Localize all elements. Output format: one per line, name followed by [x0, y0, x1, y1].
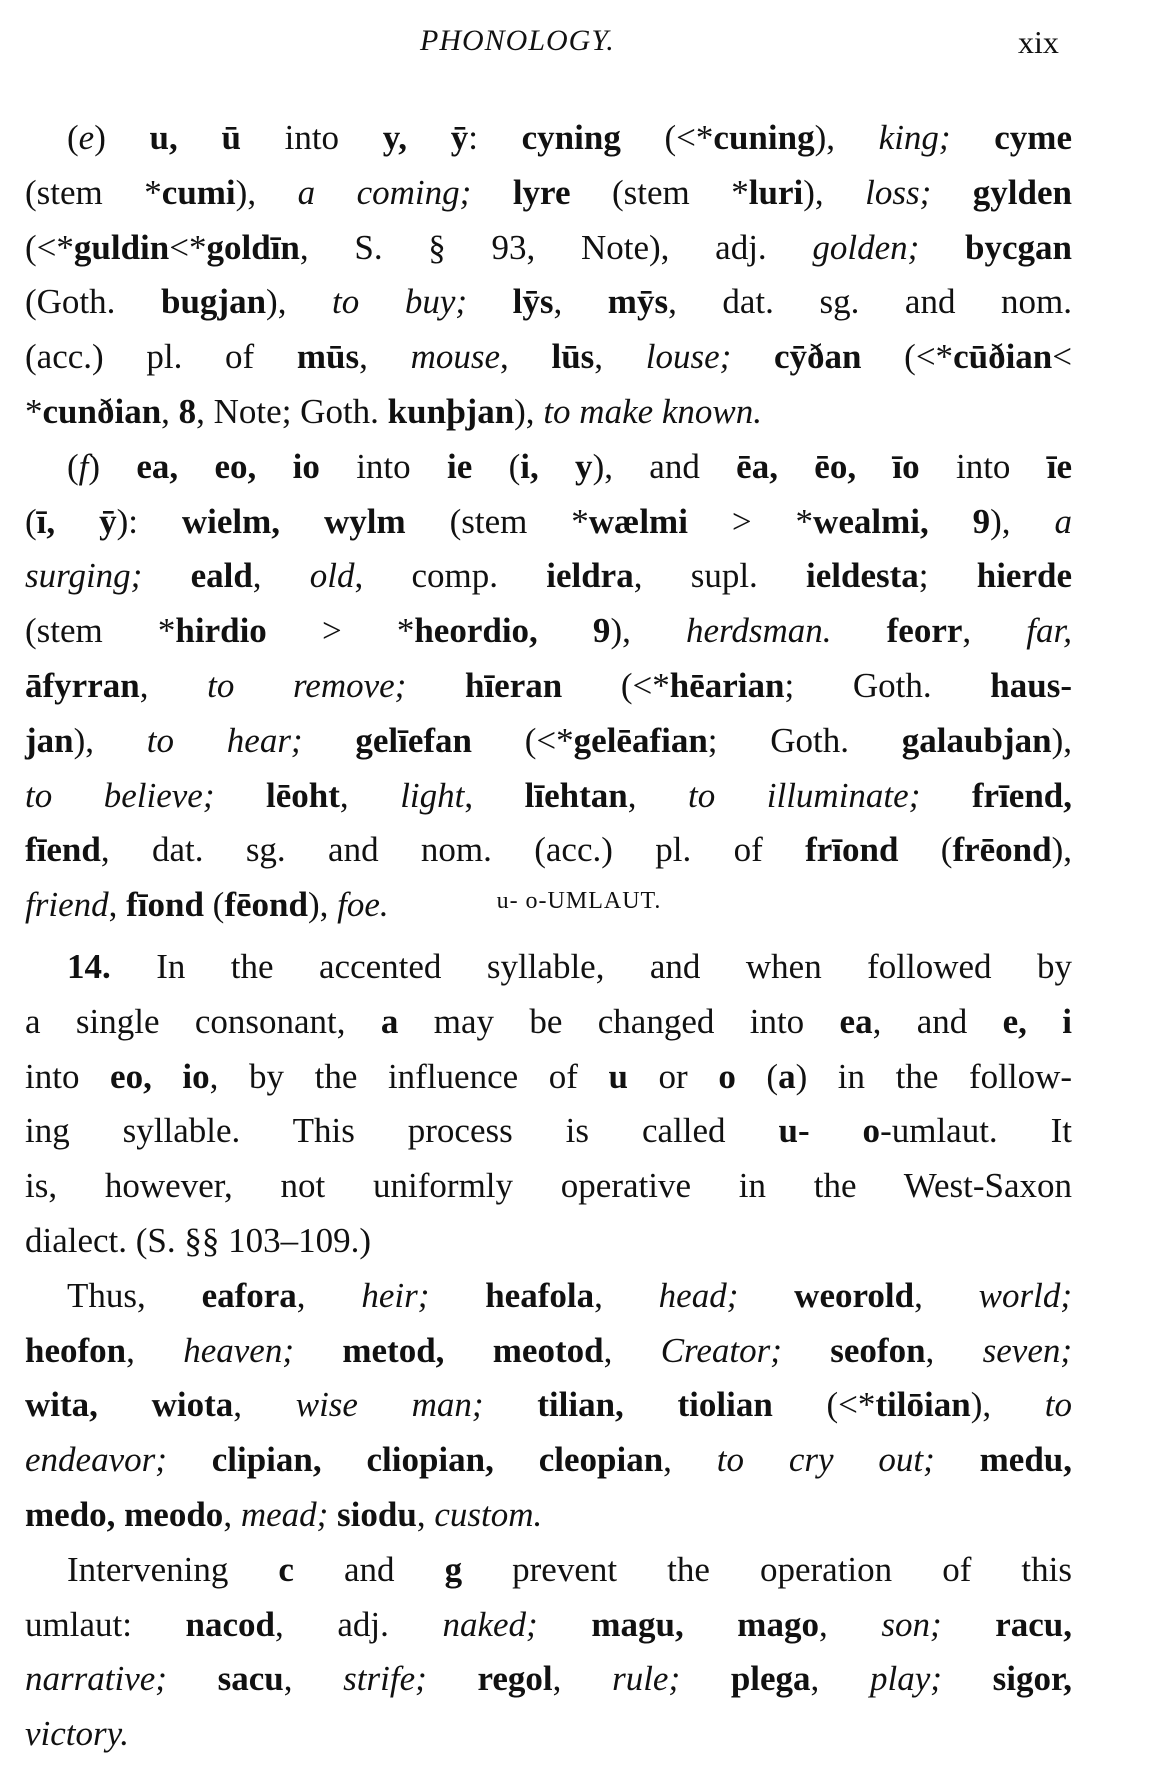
- bold-term: hirdio: [175, 611, 267, 651]
- text-run: (: [472, 446, 521, 486]
- italic-gloss: far,: [1026, 611, 1072, 651]
- text-run: umlaut:: [25, 1604, 186, 1644]
- bold-term: wealmi, 9: [813, 501, 991, 541]
- bold-term: o: [718, 1056, 736, 1096]
- text-line: [25, 1543, 1072, 1598]
- text-run: ,: [139, 665, 208, 705]
- text-run: ),: [235, 172, 298, 212]
- text-line: [25, 1214, 1072, 1269]
- bold-term: medo, meodo: [25, 1494, 224, 1534]
- bold-term: āfyrran: [25, 665, 140, 705]
- bold-term: clipian, cliopian, cleopian: [211, 1440, 664, 1480]
- bold-term: cyme: [994, 118, 1072, 157]
- italic-gloss: louse;: [645, 337, 774, 377]
- bold-term: fēond: [224, 885, 308, 925]
- italic-gloss: to make known.: [543, 391, 763, 431]
- text-run: into: [240, 118, 383, 157]
- text-line: [25, 495, 1072, 550]
- text-run: ,: [283, 1659, 344, 1699]
- text-run: (<*: [472, 720, 574, 760]
- text-line: [25, 330, 1072, 385]
- text-run: ing syllable. This process is called: [25, 1111, 779, 1151]
- bold-term: hierde: [976, 556, 1072, 596]
- text-run: Intervening: [67, 1549, 279, 1589]
- text-run: , Note; Goth.: [196, 391, 388, 431]
- bold-term: bycgan: [965, 227, 1072, 267]
- text-run: In the accented syllable, and when followed by: [110, 947, 1072, 986]
- text-run: or: [627, 1056, 719, 1096]
- bold-term: eo, io: [110, 1056, 210, 1096]
- bold-term: eafora: [201, 1275, 297, 1315]
- bold-term: ea, eo, io: [136, 446, 320, 486]
- text-run: ,: [594, 1275, 659, 1315]
- text-line: [25, 659, 1072, 714]
- text-run: , dat. sg. and nom. (acc.) pl. of: [100, 830, 806, 870]
- bold-term: galaubjan: [901, 720, 1052, 760]
- italic-gloss: play;: [869, 1659, 993, 1699]
- bold-term: cȳðan: [773, 337, 862, 377]
- bold-term: eald: [190, 556, 253, 596]
- bold-term: heofon: [25, 1330, 127, 1370]
- bold-term: līehtan: [524, 775, 628, 815]
- text-run: (Goth.: [25, 282, 161, 322]
- italic-gloss: world;: [978, 1275, 1072, 1315]
- italic-gloss: to remove;: [207, 665, 465, 705]
- text-run: ),: [307, 885, 338, 925]
- text-line: [25, 823, 1072, 878]
- bold-term: ie: [446, 446, 473, 486]
- italic-gloss: f: [78, 446, 89, 486]
- text-run: ,: [252, 556, 310, 596]
- bold-term: a: [380, 1001, 399, 1041]
- text-run: and: [293, 1549, 445, 1589]
- bold-term: ī, ȳ: [36, 501, 117, 541]
- italic-gloss: to illuminate;: [688, 775, 972, 815]
- italic-gloss: seven;: [982, 1330, 1073, 1370]
- text-line: [25, 166, 1072, 221]
- italic-gloss: a coming;: [297, 172, 513, 212]
- italic-gloss: strife;: [343, 1659, 478, 1699]
- bold-term: mȳs: [607, 282, 669, 322]
- text-run: ,: [416, 1494, 435, 1534]
- bold-term: gylden: [972, 172, 1072, 212]
- bold-term: g: [444, 1549, 463, 1589]
- bold-term: regol: [477, 1659, 553, 1699]
- text-run: ,: [553, 282, 608, 322]
- bold-term: nacod: [185, 1604, 276, 1644]
- bold-term: frīend,: [971, 775, 1073, 815]
- text-run: ),: [73, 720, 147, 760]
- text-run: *: [25, 391, 43, 431]
- text-run: ,: [603, 1330, 661, 1370]
- bold-term: u, ū: [149, 118, 241, 157]
- bold-term: racu,: [995, 1604, 1073, 1644]
- text-run: (<*: [562, 665, 670, 705]
- text-run: ),: [1051, 720, 1072, 760]
- bold-term: i, y: [520, 446, 593, 486]
- bold-term: fīend: [25, 830, 101, 870]
- text-run: ,: [296, 1275, 362, 1315]
- text-run: (: [25, 501, 37, 541]
- text-run: ,: [126, 1330, 184, 1370]
- text-line: [25, 604, 1072, 659]
- text-run: (<*: [620, 118, 714, 157]
- bold-term: frīond: [805, 830, 899, 870]
- text-run: ) in the follow-: [795, 1056, 1073, 1096]
- bold-term: cūðian: [953, 337, 1053, 377]
- italic-gloss: friend: [25, 885, 109, 925]
- bold-term: tilōian: [875, 1385, 971, 1425]
- bold-term: u- o: [778, 1111, 881, 1151]
- bold-term: e, i: [1002, 1001, 1072, 1041]
- text-run: (stem *: [405, 501, 589, 541]
- text-line: [25, 111, 1072, 166]
- text-run: ),: [814, 118, 879, 157]
- text-run: prevent the operation of this: [462, 1549, 1072, 1589]
- text-run: :: [468, 118, 522, 157]
- italic-gloss: heir;: [361, 1275, 486, 1315]
- italic-gloss: to believe;: [25, 775, 267, 815]
- text-run: , comp.: [354, 556, 547, 596]
- text-line: [25, 1104, 1072, 1159]
- text-run: dialect. (S. §§ 103–109.): [25, 1220, 372, 1260]
- text-line: [25, 1324, 1072, 1379]
- text-run: (: [735, 1056, 779, 1096]
- italic-gloss: old: [309, 556, 355, 596]
- bold-term: wita, wiota: [25, 1385, 234, 1425]
- text-run: > *: [266, 611, 415, 651]
- bold-term: īe: [1046, 446, 1073, 486]
- italic-gloss: narrative;: [25, 1659, 218, 1699]
- text-run: (: [898, 830, 953, 870]
- text-run: ,: [161, 391, 179, 431]
- bold-term: seofon: [830, 1330, 926, 1370]
- italic-gloss: naked;: [442, 1604, 592, 1644]
- text-run: ): [94, 118, 150, 157]
- text-run: -umlaut. It: [880, 1111, 1073, 1151]
- text-run: into: [319, 446, 447, 486]
- text-run: , dat. sg. and nom.: [668, 282, 1073, 322]
- bold-term: luri: [748, 172, 804, 212]
- page-number: xix: [1018, 24, 1059, 60]
- text-run: ,: [223, 1494, 241, 1534]
- text-run: ; Goth.: [707, 720, 902, 760]
- bold-term: feorr: [886, 611, 963, 651]
- bold-term: ieldra: [546, 556, 634, 596]
- running-title: PHONOLOGY.: [420, 24, 615, 57]
- italic-gloss: head;: [658, 1275, 795, 1315]
- text-run: (stem *: [570, 172, 749, 212]
- text-run: , adj.: [275, 1604, 443, 1644]
- bold-term: fīond: [126, 885, 204, 925]
- text-run: ), and: [592, 446, 737, 486]
- paragraph-block-u-o-umlaut: [25, 940, 1072, 1762]
- bold-term: guldin: [73, 227, 170, 267]
- italic-gloss: light: [400, 775, 465, 815]
- text-run: ,: [818, 1604, 882, 1644]
- bold-term: cumi: [161, 172, 236, 212]
- bold-term: wielm, wylm: [181, 501, 406, 541]
- text-run: ,: [914, 1275, 979, 1315]
- bold-term: heordio, 9: [414, 611, 611, 651]
- bold-term: cuning: [713, 118, 815, 157]
- text-run: (: [203, 885, 225, 925]
- text-line: [25, 1652, 1072, 1707]
- bold-term: bugjan: [160, 282, 267, 322]
- italic-gloss: to hear;: [146, 720, 356, 760]
- text-run: ,: [500, 337, 552, 377]
- italic-gloss: victory.: [25, 1714, 129, 1754]
- text-run: ):: [116, 501, 182, 541]
- text-run: <*: [169, 227, 207, 267]
- text-line: [25, 769, 1072, 824]
- italic-gloss: golden;: [812, 227, 966, 267]
- text-run: ),: [970, 1385, 1045, 1425]
- bold-term: medu,: [979, 1440, 1073, 1480]
- text-run: (<*: [772, 1385, 876, 1425]
- text-run: (: [67, 118, 79, 157]
- text-run: Thus,: [67, 1275, 202, 1315]
- text-run: , and: [872, 1001, 1003, 1041]
- bold-term: lyre: [512, 172, 571, 212]
- bold-term: wælmi: [588, 501, 688, 541]
- bold-term: magu, mago: [591, 1604, 819, 1644]
- text-run: ),: [266, 282, 333, 322]
- italic-gloss: to buy;: [332, 282, 513, 322]
- bold-term: 8: [178, 391, 197, 431]
- bold-term: hēarian: [669, 665, 785, 705]
- bold-term: gelīefan: [355, 720, 472, 760]
- text-run: ,: [339, 775, 401, 815]
- text-line: [25, 1378, 1072, 1433]
- text-run: ,: [552, 1659, 613, 1699]
- bold-term: lūs: [551, 337, 595, 377]
- text-run: ,: [663, 1440, 717, 1480]
- text-run: , supl.: [633, 556, 807, 596]
- text-run: (<*: [861, 337, 954, 377]
- italic-gloss: custom.: [434, 1494, 543, 1534]
- bold-term: heafola: [485, 1275, 595, 1315]
- bold-term: jan: [25, 720, 74, 760]
- bold-term: lȳs: [512, 282, 554, 322]
- text-run: ;: [918, 556, 977, 596]
- bold-term: hīeran: [464, 665, 563, 705]
- bold-term: frēond: [952, 830, 1052, 870]
- bold-term: cunðian: [42, 391, 162, 431]
- text-run: > *: [687, 501, 814, 541]
- italic-gloss: herdsman.: [685, 611, 887, 651]
- bold-term: ēa, ēo, īo: [736, 446, 920, 486]
- text-run: , S. § 93, Note), adj.: [299, 227, 813, 267]
- text-run: (: [67, 446, 79, 486]
- text-run: ,: [925, 1330, 983, 1370]
- text-line: [25, 995, 1072, 1050]
- bold-term: cyning: [521, 118, 621, 157]
- text-run: (stem *: [25, 172, 162, 212]
- text-line: [25, 1050, 1072, 1105]
- italic-gloss: loss;: [865, 172, 973, 212]
- text-run: ,: [464, 775, 525, 815]
- text-line: [25, 714, 1072, 769]
- italic-gloss: to: [1044, 1385, 1073, 1425]
- italic-gloss: e: [78, 118, 95, 157]
- bold-term: haus-: [990, 665, 1072, 705]
- text-run: into: [25, 1056, 111, 1096]
- bold-term: weorold: [794, 1275, 915, 1315]
- text-run: ,: [233, 1385, 296, 1425]
- text-line: [25, 940, 1072, 995]
- italic-gloss: mead;: [240, 1494, 338, 1534]
- text-run: ): [88, 446, 137, 486]
- text-line: [25, 275, 1072, 330]
- bold-term: metod, meotod: [342, 1330, 604, 1370]
- bold-term: gelēafian: [573, 720, 708, 760]
- text-run: is, however, not uniformly operative in the West-Saxon: [25, 1166, 1072, 1206]
- text-run: ),: [610, 611, 686, 651]
- text-line: [25, 221, 1072, 276]
- bold-term: ea: [839, 1001, 873, 1041]
- bold-term: lēoht: [266, 775, 340, 815]
- text-run: ,: [108, 885, 127, 925]
- bold-term: u: [608, 1056, 628, 1096]
- italic-gloss: surging;: [25, 556, 191, 596]
- text-line: [25, 1488, 1072, 1543]
- bold-term: y, ȳ: [382, 118, 469, 157]
- bold-term: a: [778, 1056, 796, 1096]
- text-line: [25, 1433, 1072, 1488]
- text-run: ),: [514, 391, 544, 431]
- bold-term: 14.: [67, 947, 111, 986]
- text-run: ),: [1051, 830, 1073, 870]
- text-line: [25, 1707, 1072, 1762]
- italic-gloss: king;: [878, 118, 995, 157]
- italic-gloss: Creator;: [660, 1330, 831, 1370]
- section-heading: u- o-UMLAUT.: [496, 888, 662, 914]
- text-run: ,: [359, 337, 411, 377]
- text-run: ,: [810, 1659, 870, 1699]
- bold-term: sigor,: [992, 1659, 1073, 1699]
- text-line: [25, 1159, 1072, 1214]
- italic-gloss: son;: [881, 1604, 996, 1644]
- bold-term: mūs: [296, 337, 360, 377]
- italic-gloss: rule;: [612, 1659, 731, 1699]
- text-line: [25, 1269, 1072, 1324]
- text-run: <: [1052, 337, 1073, 377]
- text-run: (acc.) pl. of: [25, 337, 297, 377]
- bold-term: siodu: [337, 1494, 417, 1534]
- text-run: a single consonant,: [25, 1001, 381, 1041]
- bold-term: sacu: [217, 1659, 284, 1699]
- text-run: ),: [803, 172, 866, 212]
- italic-gloss: wise man;: [295, 1385, 538, 1425]
- text-run: ,: [962, 611, 1027, 651]
- italic-gloss: a: [1054, 501, 1072, 541]
- text-line: [25, 549, 1072, 604]
- bold-term: ieldesta: [806, 556, 919, 596]
- text-run: ; Goth.: [784, 665, 991, 705]
- text-run: ,: [627, 775, 689, 815]
- italic-gloss: foe.: [337, 885, 389, 925]
- italic-gloss: mouse: [410, 337, 501, 377]
- text-run: , by the influence of: [209, 1056, 609, 1096]
- bold-term: c: [278, 1549, 294, 1589]
- bold-term: plega: [730, 1659, 811, 1699]
- text-line: [25, 440, 1072, 495]
- italic-gloss: to cry out;: [716, 1440, 980, 1480]
- text-line: [25, 1598, 1072, 1653]
- italic-gloss: heaven;: [183, 1330, 343, 1370]
- paragraph-block-umlaut-e-f: [25, 111, 1072, 933]
- text-run: ),: [990, 501, 1055, 541]
- bold-term: goldīn: [206, 227, 300, 267]
- bold-term: tilian, tiolian: [537, 1385, 773, 1425]
- text-line: [25, 385, 1072, 440]
- text-run: may be changed into: [398, 1001, 840, 1041]
- text-run: (stem *: [25, 611, 176, 651]
- bold-term: kunþjan: [387, 391, 515, 431]
- text-run: into: [919, 446, 1047, 486]
- text-run: ,: [594, 337, 646, 377]
- text-run: (<*: [25, 227, 74, 267]
- italic-gloss: endeavor;: [25, 1440, 212, 1480]
